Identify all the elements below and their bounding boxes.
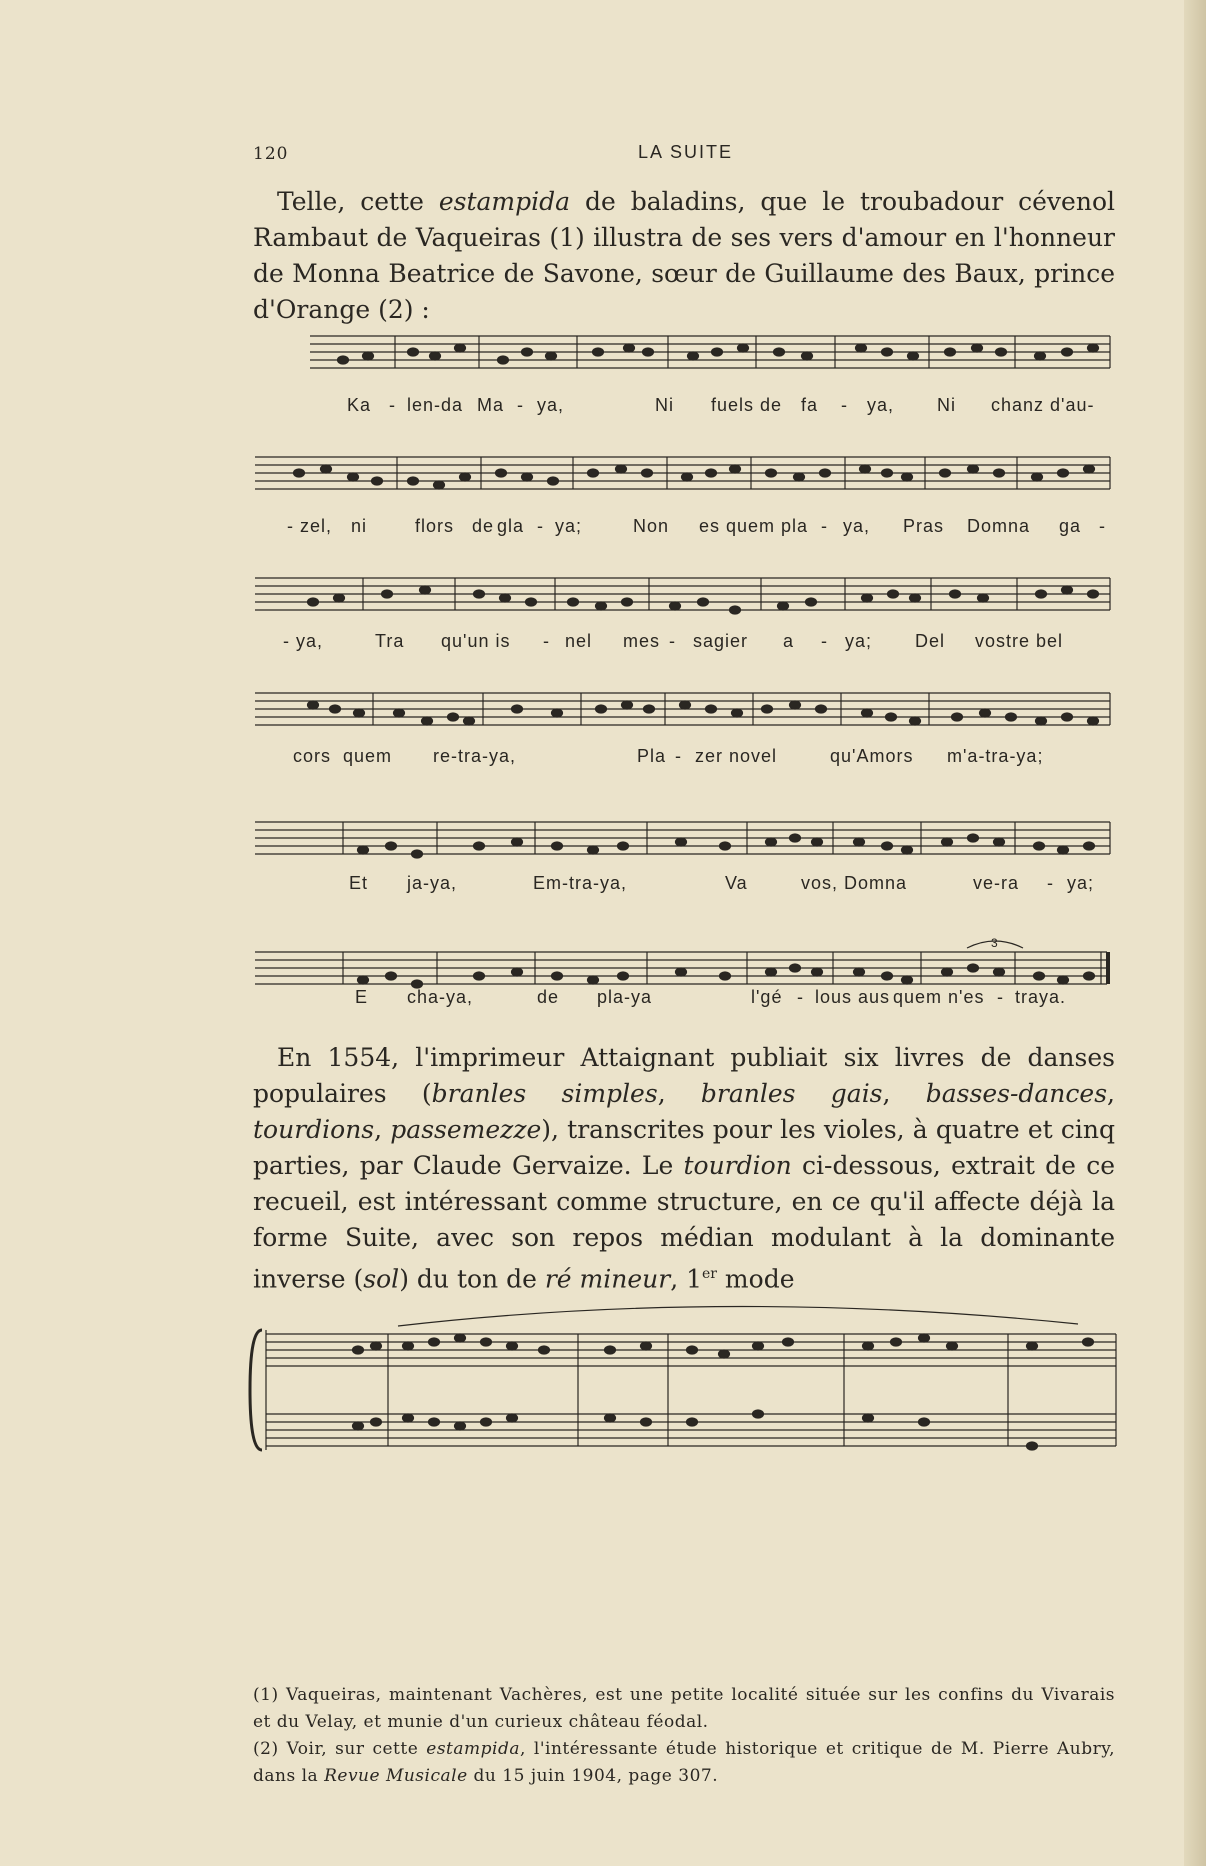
syllable: - xyxy=(543,631,550,651)
syllable: traya. xyxy=(1015,987,1067,1007)
intro-text-1: Telle, cette xyxy=(277,187,439,216)
syllable: ya, xyxy=(537,395,565,415)
syllable: Tra xyxy=(375,631,405,651)
body-text: En 1554, l'imprimeur Attaignant publiait six livres de danses populaires ( xyxy=(253,1043,1115,1108)
syllable: - xyxy=(675,746,682,766)
syllable: sagier xyxy=(693,631,749,651)
syllable: quem n'es xyxy=(893,987,985,1007)
syllable: - xyxy=(1099,516,1106,536)
syllable: l'gé xyxy=(751,987,783,1007)
intro-term: estampida xyxy=(438,187,571,216)
sep: , xyxy=(374,1115,391,1144)
syllable: cors xyxy=(293,746,332,766)
song-staff-3 xyxy=(255,564,1115,634)
sep: , xyxy=(657,1079,701,1108)
staff-svg xyxy=(255,679,1115,749)
body-text: mode xyxy=(716,1264,795,1294)
syllable: quem xyxy=(343,746,393,766)
page-number: 120 xyxy=(253,144,289,164)
song-lyrics-5 xyxy=(255,873,1115,899)
syllable: - xyxy=(537,516,544,536)
syllable: qu'un is xyxy=(441,631,511,651)
syllable: qu'Amors xyxy=(830,746,914,766)
syllable: - xyxy=(821,631,828,651)
song-lyrics-3 xyxy=(255,631,1115,657)
syllable: Ka xyxy=(347,395,372,415)
syllable: es quem pla xyxy=(699,516,809,536)
syllable: - xyxy=(797,987,804,1007)
syllable: fa xyxy=(801,395,819,415)
syllable: flors xyxy=(415,516,455,536)
syllable: - xyxy=(517,395,524,415)
syllable: Non xyxy=(633,516,670,536)
syllable: zer novel xyxy=(695,746,778,766)
song-staff-1 xyxy=(255,322,1115,392)
tourdion-score xyxy=(248,1300,1118,1500)
syllable: cha-ya, xyxy=(407,987,474,1007)
syllable: chanz d'au- xyxy=(991,395,1095,415)
footnote-term: estampida xyxy=(426,1739,520,1759)
body-text: ci-dessous, extrait de ce recueil, est intéressant comme structure, en ce qu'il affecte déjà la forme Suite, avec son repos médian modulant à la dominante inverse ( xyxy=(253,1151,1115,1294)
footnotes xyxy=(253,1682,1115,1790)
syllable: ve-ra xyxy=(973,873,1020,893)
syllable: - xyxy=(1047,873,1054,893)
sep: , xyxy=(1107,1079,1115,1108)
syllable: Ni xyxy=(655,395,674,415)
syllable: Ma xyxy=(477,395,505,415)
sep: , xyxy=(882,1079,926,1108)
syllable: - xyxy=(389,395,396,415)
song-staff-2 xyxy=(255,443,1115,513)
grand-staff-svg xyxy=(248,1300,1118,1500)
running-title: LA SUITE xyxy=(638,142,734,162)
syllable: ja-ya, xyxy=(407,873,458,893)
intro-paragraph xyxy=(253,184,1115,328)
song-lyrics-1 xyxy=(255,395,1115,421)
syllable: Del xyxy=(915,631,946,651)
body-text: ), transcrites pour les violes, à quatre et cinq parties, par Claude Gervaize. Le xyxy=(253,1115,1115,1180)
syllable: Va xyxy=(725,873,748,893)
term: sol xyxy=(363,1264,400,1294)
syllable: re-tra-ya, xyxy=(433,746,517,766)
song-lyrics-2 xyxy=(255,516,1115,542)
term: ré mineur xyxy=(544,1264,671,1294)
footnote-text: du 15 juin 1904, page 307. xyxy=(467,1766,719,1786)
body-text: ) du ton de xyxy=(399,1264,545,1294)
syllable: pla-ya xyxy=(597,987,653,1007)
syllable: a xyxy=(783,631,795,651)
song-lyrics-4 xyxy=(255,746,1115,772)
term: passemezze xyxy=(390,1115,542,1144)
syllable: ya, xyxy=(867,395,895,415)
footnote-journal: Revue Musicale xyxy=(324,1766,468,1786)
syllable: Pla xyxy=(637,746,667,766)
syllable: de xyxy=(472,516,495,536)
staff-svg xyxy=(255,808,1115,878)
footnote-1: (1) Vaqueiras, maintenant Vachères, est une petite localité située sur les confins du Vivarais et du Velay, et munie d'un curieux château féodal. xyxy=(253,1685,1115,1732)
syllable: lous aus xyxy=(815,987,891,1007)
syllable: len-da xyxy=(407,395,464,415)
staff-svg xyxy=(255,443,1115,513)
song-lyrics-6 xyxy=(255,987,1115,1013)
term: tourdions xyxy=(253,1115,375,1144)
syllable: ga xyxy=(1059,516,1082,536)
syllable: - ya, xyxy=(283,631,324,651)
syllable: E xyxy=(355,987,369,1007)
term: branles simples xyxy=(431,1079,658,1108)
syllable: ni xyxy=(351,516,368,536)
syllable: de xyxy=(537,987,560,1007)
staff-svg xyxy=(255,322,1115,392)
syllable: Domna xyxy=(967,516,1031,536)
term: basses-dances xyxy=(925,1079,1108,1108)
page-edge xyxy=(1184,0,1206,1866)
syllable: ya; xyxy=(845,631,873,651)
syllable: m'a-tra-ya; xyxy=(947,746,1044,766)
syllable: - xyxy=(997,987,1004,1007)
syllable: gla xyxy=(497,516,525,536)
syllable: - xyxy=(841,395,848,415)
syllable: Em-tra-ya, xyxy=(533,873,628,893)
footnote-text: (2) Voir, sur cette xyxy=(253,1739,427,1759)
syllable: ya; xyxy=(555,516,583,536)
term: tourdion xyxy=(683,1151,792,1180)
syllable: mes xyxy=(623,631,661,651)
syllable: fuels de xyxy=(711,395,783,415)
intro-text-2: de baladins, que le troubadour cévenol Rambaut de Vaqueiras (1) illustra de ses vers d'amour en l'honneur de Monna Beatrice de Savone, sœur de Guillaume des Baux, prince d'Orange (2) : xyxy=(253,187,1115,324)
song-staff-4 xyxy=(255,679,1115,749)
triplet-mark: 3 xyxy=(991,938,998,950)
syllable: vos, Domna xyxy=(801,873,908,893)
song-staff-5 xyxy=(255,808,1115,878)
syllable: Pras xyxy=(903,516,945,536)
syllable: - xyxy=(821,516,828,536)
footnote-2 xyxy=(253,1736,1115,1790)
footnote-text: , l'intéressante étude historique et critique de M. Pierre Aubry, dans la xyxy=(253,1739,1115,1786)
body-paragraph xyxy=(253,1040,1115,1297)
term: branles gais xyxy=(700,1079,883,1108)
body-text: , 1 xyxy=(670,1264,702,1294)
syllable: - xyxy=(669,631,676,651)
syllable: ya; xyxy=(1067,873,1095,893)
syllable: vostre bel xyxy=(975,631,1064,651)
syllable: ya, xyxy=(843,516,871,536)
staff-svg xyxy=(255,564,1115,634)
superscript: er xyxy=(702,1266,717,1282)
syllable: - zel, xyxy=(287,516,333,536)
syllable: Ni xyxy=(937,395,956,415)
syllable: nel xyxy=(565,631,593,651)
syllable: Et xyxy=(349,873,369,893)
